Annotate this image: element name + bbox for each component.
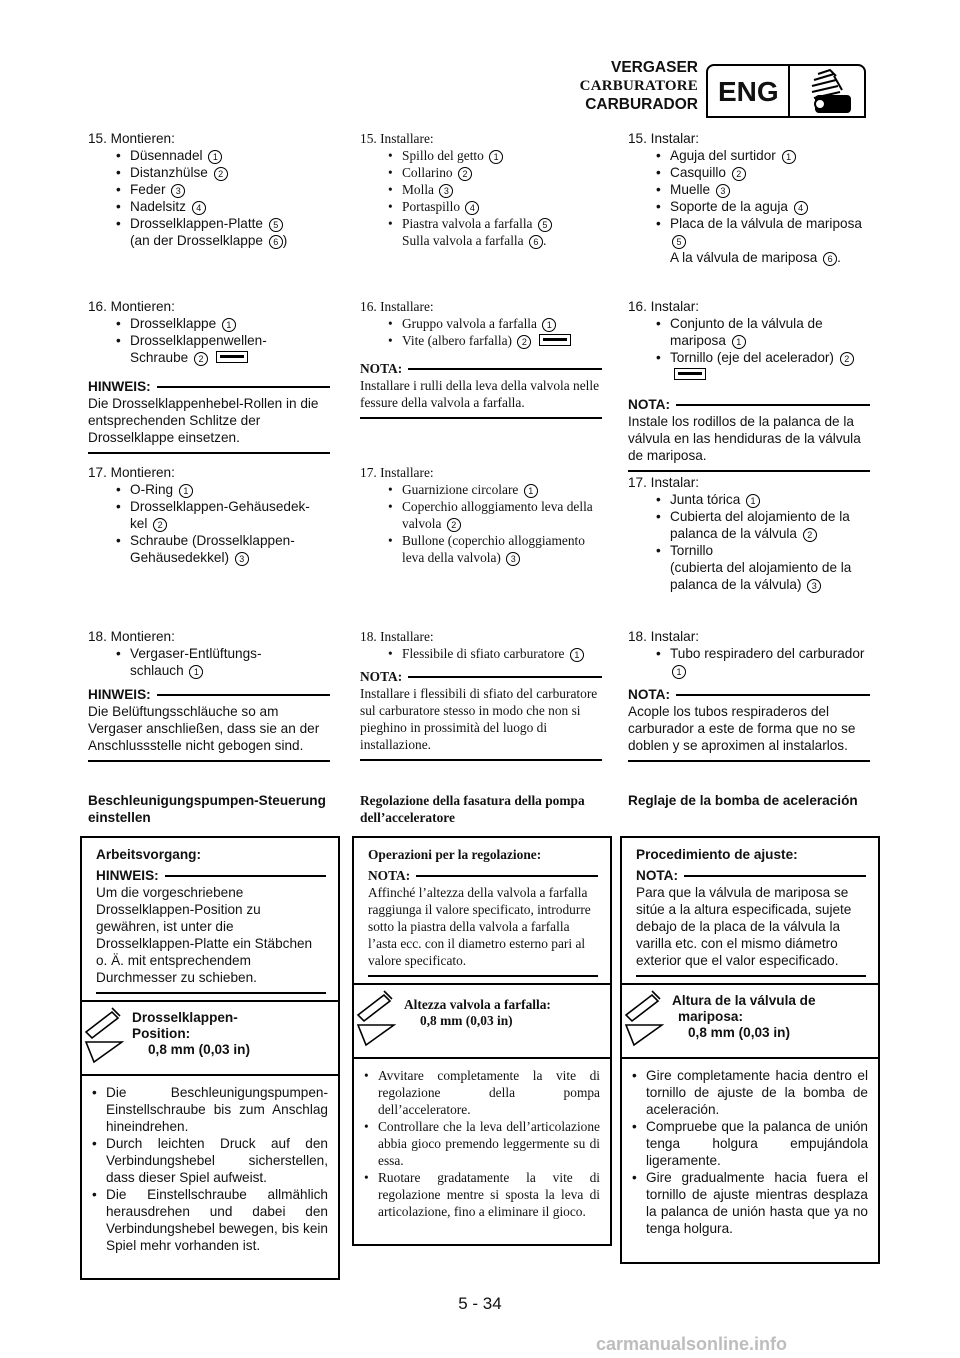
list-item: • Conjunto de la válvula de mariposa 1 [656, 315, 870, 349]
list-item: • Ruotare gradatamente la vite di regolazione mentre si sposta la leva di articolazione, fino a eliminare il gioco. [364, 1169, 600, 1220]
list-item: • Tornillo (eje del acelerador) 2 [656, 349, 870, 383]
list-item: • Spillo del getto 1 [388, 147, 602, 164]
list-item: schlauch 1 [116, 662, 330, 679]
step-15: 15. Instalar: • Aguja del surtidor 1 • Casquillo 2 • Muelle 3 • Soporte de la aguja 4 • Placa de la válvula de mariposa 5 A la válvula de mariposa 6 . [628, 130, 870, 266]
note-1: NOTA: Installare i rulli della leva della valvola nelle fessure della valvola a farfalla. [360, 360, 602, 419]
section-tab-label: ENG [718, 76, 779, 107]
note-2: NOTA: Installare i flessibili di sfiato del carburatore sul carburatore stesso in modo che non si pieghino in prossimità del luogo di installazione. [360, 668, 602, 761]
thread-lock-icon [216, 351, 248, 363]
wrench-icon [82, 1002, 124, 1074]
step-16: 16. Instalar: • Conjunto de la válvula de mariposa 1 • Tornillo (eje del acelerador) 2 [628, 298, 870, 383]
list-item: • Placa de la válvula de mariposa 5 [656, 215, 870, 249]
note-1: NOTA: Instale los rodillos de la palanca de la válvula en las hendiduras de la válvula de mariposa. [628, 396, 870, 472]
list-item: • Distanzhülse 2 [116, 164, 330, 181]
step-18: 18. Instalar: • Tubo respiradero del carburador 1 [628, 628, 870, 679]
step-16: 16. Montieren: • Drosselklappe 1 • Drosselklappenwellen- Schraube 2 [88, 298, 330, 366]
list-item: • Gruppo valvola a farfalla 1 [388, 315, 602, 332]
list-item: • Durch leichten Druck auf den Verbindungshebel sicherstellen, dass dieser Spiel aufweist. [92, 1135, 328, 1186]
list-item: kel 2 [116, 515, 330, 532]
list-item: • Drosselklappenwellen- [116, 332, 330, 349]
list-item: • Drosselklappe 1 [116, 315, 330, 332]
step-15: 15. Installare: • Spillo del getto 1 • Collarino 2 • Molla 3 • Portaspillo 4 • Piastra valvola a farfalla 5 Sulla valvola a farfalla 6 . [360, 130, 602, 249]
header-title-es: CARBURADOR [585, 96, 698, 113]
step-17: 17. Installare: • Guarnizione circolare 1 • Coperchio alloggiamento leva della valvola 2 • Bullone (coperchio alloggiamento leva della valvola) 3 [360, 464, 602, 566]
step-16: 16. Installare: • Gruppo valvola a farfalla 1 • Vite (albero farfalla) 2 [360, 298, 602, 349]
step-17: 17. Instalar: • Junta tórica 1 • Cubierta del alojamiento de la palanca de la válvula 2 • Tornillo (cubierta del alojamiento de la palanca de la válvula) 3 [628, 474, 870, 593]
page-header [580, 58, 698, 114]
wrench-icon [622, 985, 664, 1057]
list-item: • Piastra valvola a farfalla 5 [388, 215, 602, 232]
note-1: HINWEIS: Die Drosselklappenhebel-Rollen in die entsprechenden Schlitze der Drosselklappe einsetzen. [88, 378, 330, 454]
procedure-box: Procedimiento de ajuste: NOTA: Para que la válvula de mariposa se sitúe a la altura especificada, sujete debajo de la placa de la válvula la varilla etc. con el mismo diámetro exterior que el valor especificado. Altura de la válvula de mariposa: 0,8 mm (0,03 in) • Gire completamente hacia dentro el tornillo de ajuste de la bomba de aceleración. • Compruebe que la palanca de unión tenga holgura empujándola ligeramente. • Gire gradualmente hacia fuera el tornillo de ajuste mientras desplaza la palanca de unión hasta que ya no tenga holgura. [620, 836, 880, 1264]
list-item: • O-Ring 1 [116, 481, 330, 498]
thread-lock-icon [539, 334, 571, 346]
list-item: • Coperchio alloggiamento leva della valvola 2 [388, 498, 602, 532]
list-item: • Cubierta del alojamiento de la palanca de la válvula 2 [656, 508, 870, 542]
list-item: • Drosselklappen-Platte 5 [116, 215, 330, 232]
header-title-it: CARBURATORE [579, 78, 698, 94]
list-item: • Guarnizione circolare 1 [388, 481, 602, 498]
list-item: • Portaspillo 4 [388, 198, 602, 215]
list-item: • Vergaser-Entlüftungs- [116, 645, 330, 662]
list-item: • Tubo respiradero del carburador 1 [656, 645, 870, 679]
list-item: • Bullone (coperchio alloggiamento leva della valvola) 3 [388, 532, 602, 566]
engine-icon [796, 68, 862, 116]
note-2: HINWEIS: Die Belüftungsschläuche so am Vergaser anschließen, dass sie an der Anschlussstelle nicht gebogen sind. [88, 686, 330, 762]
list-item: • Tornillo [656, 542, 870, 559]
wrench-icon [354, 985, 396, 1057]
header-title-de: VERGASER [611, 59, 698, 76]
step-15: 15. Montieren: • Düsennadel 1 • Distanzhülse 2 • Feder 3 • Nadelsitz 4 • Drosselklappen-Platte 5 (an der Drosselklappe 6 ) [88, 130, 330, 249]
list-item: • Schraube (Drosselklappen- [116, 532, 330, 549]
list-item: • Düsennadel 1 [116, 147, 330, 164]
step-17: 17. Montieren: • O-Ring 1 • Drosselklappen-Gehäusedek- kel 2 • Schraube (Drosselklappen- Gehäusedekkel) 3 [88, 464, 330, 566]
watermark: carmanualsonline.info [596, 1334, 788, 1354]
list-item: • Gire gradualmente hacia fuera el tornillo de ajuste mientras desplaza la palanca de unión hasta que ya no tenga holgura. [632, 1169, 868, 1237]
page-number: 5 - 34 [458, 1294, 502, 1313]
spec-block: Drosselklappen- Position: 0,8 mm (0,03 in) [82, 1000, 338, 1076]
list-item: A la válvula de mariposa 6 . [670, 250, 841, 265]
list-item: • Compruebe que la palanca de unión tenga holgura empujándola ligeramente. [632, 1118, 868, 1169]
list-item: • Feder 3 [116, 181, 330, 198]
list-item: • Die Einstellschraube allmählich herausdrehen und dabei den Verbindungshebel bewegen, bis kein Spiel mehr vorhanden ist. [92, 1186, 328, 1254]
list-item: (an der Drosselklappe 6 ) [130, 233, 288, 248]
section-heading: Reglaje de la bomba de aceleración [628, 793, 858, 808]
list-item: Gehäusedekkel) 3 [116, 549, 330, 566]
list-item: • Molla 3 [388, 181, 602, 198]
thread-lock-icon [674, 368, 706, 380]
procedure-box: Operazioni per la regolazione: NOTA: Affinché l’altezza della valvola a farfalla raggiunga il valore specificato, introdurre sotto la piastra della valvola a farfalla l’asta ecc. con il diametro esterno pari al valore specificato. Altezza valvola a farfalla: 0,8 mm (0,03 in) • Avvitare completamente la vite di regolazione della pompa dell’acceleratore. • Controllare che la leva dell’articolazione abbia gioco premendo leggermente su di essa. • Ruotare gradatamente la vite di regolazione mentre si sposta la leva di articolazione, fino a eliminare il gioco. [352, 836, 612, 1246]
list-item: • Avvitare completamente la vite di regolazione della pompa dell’acceleratore. [364, 1067, 600, 1118]
list-item: • Gire completamente hacia dentro el tornillo de ajuste de la bomba de aceleración. [632, 1067, 868, 1118]
list-item: • Controllare che la leva dell’articolazione abbia gioco premendo leggermente su di essa. [364, 1118, 600, 1169]
list-item: Schraube 2 [116, 349, 330, 366]
step-18: 18. Montieren: • Vergaser-Entlüftungs- schlauch 1 [88, 628, 330, 679]
spec-block: Altezza valvola a farfalla: 0,8 mm (0,03 in) [354, 983, 610, 1059]
list-item: • Soporte de la aguja 4 [656, 198, 870, 215]
list-item: • Junta tórica 1 [656, 491, 870, 508]
procedure-box: Arbeitsvorgang: HINWEIS: Um die vorgeschriebene Drosselklappen-Position zu gewähren, ist unter die Drosselklappen-Platte ein Stäbchen o. Ä. mit entsprechendem Durchmesser zu schieben. Drosselklappen- Position: 0,8 mm (0,03 in) • Die Beschleunigungspumpen-Einstellschraube bis zum Anschlag hineindrehen. • Durch leichten Druck auf den Verbindungshebel sicherstellen, dass dieser Spiel aufweist. • Die Einstellschraube allmählich herausdrehen und dabei den Verbindungshebel bewegen, bis kein Spiel mehr vorhanden ist. [80, 836, 340, 1280]
list-item: • Collarino 2 [388, 164, 602, 181]
section-heading: Regolazione della fasatura della pompa dell’acceleratore [360, 793, 585, 825]
list-item: • Drosselklappen-Gehäusedek- [116, 498, 330, 515]
list-item: • Flessibile di sfiato carburatore 1 [388, 645, 602, 662]
list-item: Sulla valvola a farfalla 6 . [402, 233, 547, 248]
list-item: (cubierta del alojamiento de la palanca de la válvula) 3 [670, 560, 852, 592]
list-item: • Die Beschleunigungspumpen-Einstellschraube bis zum Anschlag hineindrehen. [92, 1084, 328, 1135]
note-2: NOTA: Acople los tubos respiraderos del carburador a este de forma que no se doblen y se aproximen al instalarlos. [628, 686, 870, 762]
section-heading: Beschleunigungspumpen-Steuerung einstellen [88, 793, 326, 825]
section-tab [706, 64, 866, 118]
list-item: • Muelle 3 [656, 181, 870, 198]
spec-block: Altura de la válvula de mariposa: 0,8 mm (0,03 in) [622, 983, 878, 1059]
step-18: 18. Installare: • Flessibile di sfiato carburatore 1 [360, 628, 602, 662]
list-item: • Casquillo 2 [656, 164, 870, 181]
list-item: • Aguja del surtidor 1 [656, 147, 870, 164]
list-item: • Vite (albero farfalla) 2 [388, 332, 602, 349]
list-item: • Nadelsitz 4 [116, 198, 330, 215]
